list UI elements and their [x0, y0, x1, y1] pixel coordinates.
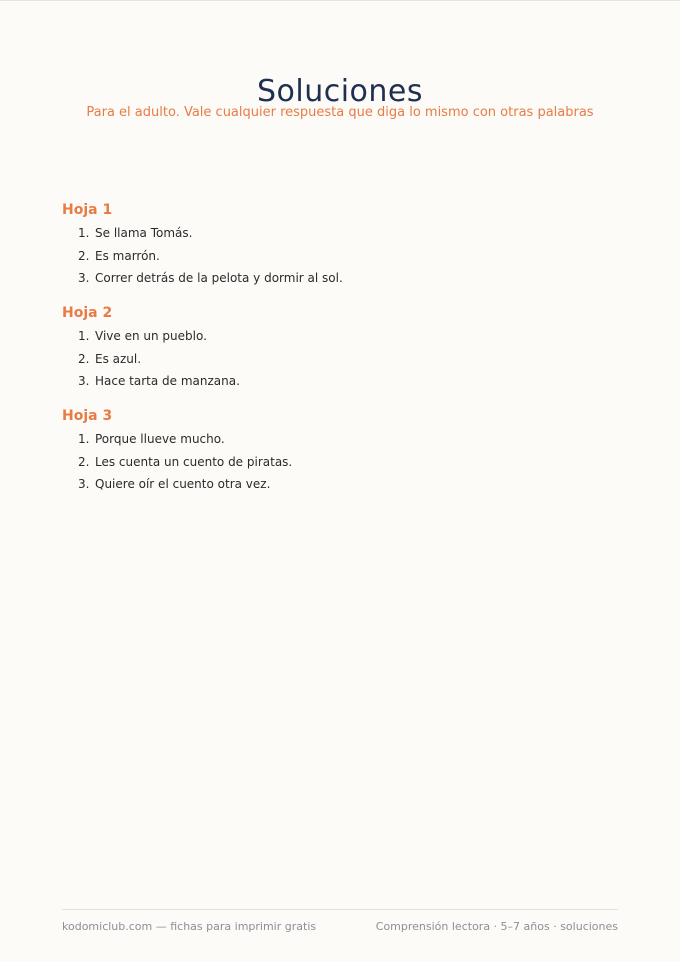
footer-divider — [62, 909, 618, 910]
sheet-heading: Hoja 1 — [62, 202, 113, 218]
answer-number: 2. — [78, 248, 90, 263]
answer-text: Les cuenta un cuento de piratas. — [95, 454, 293, 469]
answer-number: 2. — [78, 351, 90, 366]
answer-number: 3. — [78, 374, 90, 388]
answer-text: Quiere oír el cuento otra vez. — [95, 477, 271, 491]
answer-number: 1. — [78, 226, 90, 240]
page-title: Soluciones — [256, 74, 424, 110]
answer-item — [62, 267, 622, 290]
answer-text: Se llama Tomás. — [95, 226, 193, 240]
answer-number: 3. — [78, 477, 90, 491]
answer-item — [62, 428, 622, 451]
sheet-2-section — [62, 303, 622, 393]
answer-item — [62, 245, 622, 268]
answer-text: Es marrón. — [95, 248, 160, 263]
sheet-heading: Hoja 3 — [62, 408, 113, 424]
answer-list — [62, 428, 622, 496]
answer-number: 1. — [78, 329, 90, 343]
answer-list — [62, 325, 622, 393]
page-subtitle: Para el adulto. Vale cualquier respuesta que diga lo mismo con otras palabras — [86, 105, 594, 120]
sheet-1-section — [62, 200, 622, 290]
answer-number: 2. — [78, 454, 90, 469]
answer-item — [62, 348, 622, 371]
answer-text: Es azul. — [95, 351, 142, 366]
answer-item — [62, 370, 622, 393]
answer-text: Vive en un pueblo. — [95, 329, 207, 343]
footer-worksheet-info: Comprensión lectora · 5–7 años · soluciones — [375, 920, 618, 933]
answer-number: 3. — [78, 271, 90, 285]
answer-number: 1. — [78, 432, 90, 446]
answer-item — [62, 325, 622, 348]
footer-site-text: kodomiclub.com — fichas para imprimir gratis — [62, 920, 317, 933]
sheet-3-section — [62, 406, 622, 496]
answer-list — [62, 222, 622, 290]
sheet-heading: Hoja 2 — [62, 305, 113, 321]
answer-text: Porque llueve mucho. — [95, 432, 225, 446]
answer-item — [62, 473, 622, 496]
answer-item — [62, 222, 622, 245]
answer-text: Correr detrás de la pelota y dormir al sol. — [95, 271, 343, 285]
answer-item — [62, 451, 622, 474]
answer-text: Hace tarta de manzana. — [95, 374, 240, 388]
